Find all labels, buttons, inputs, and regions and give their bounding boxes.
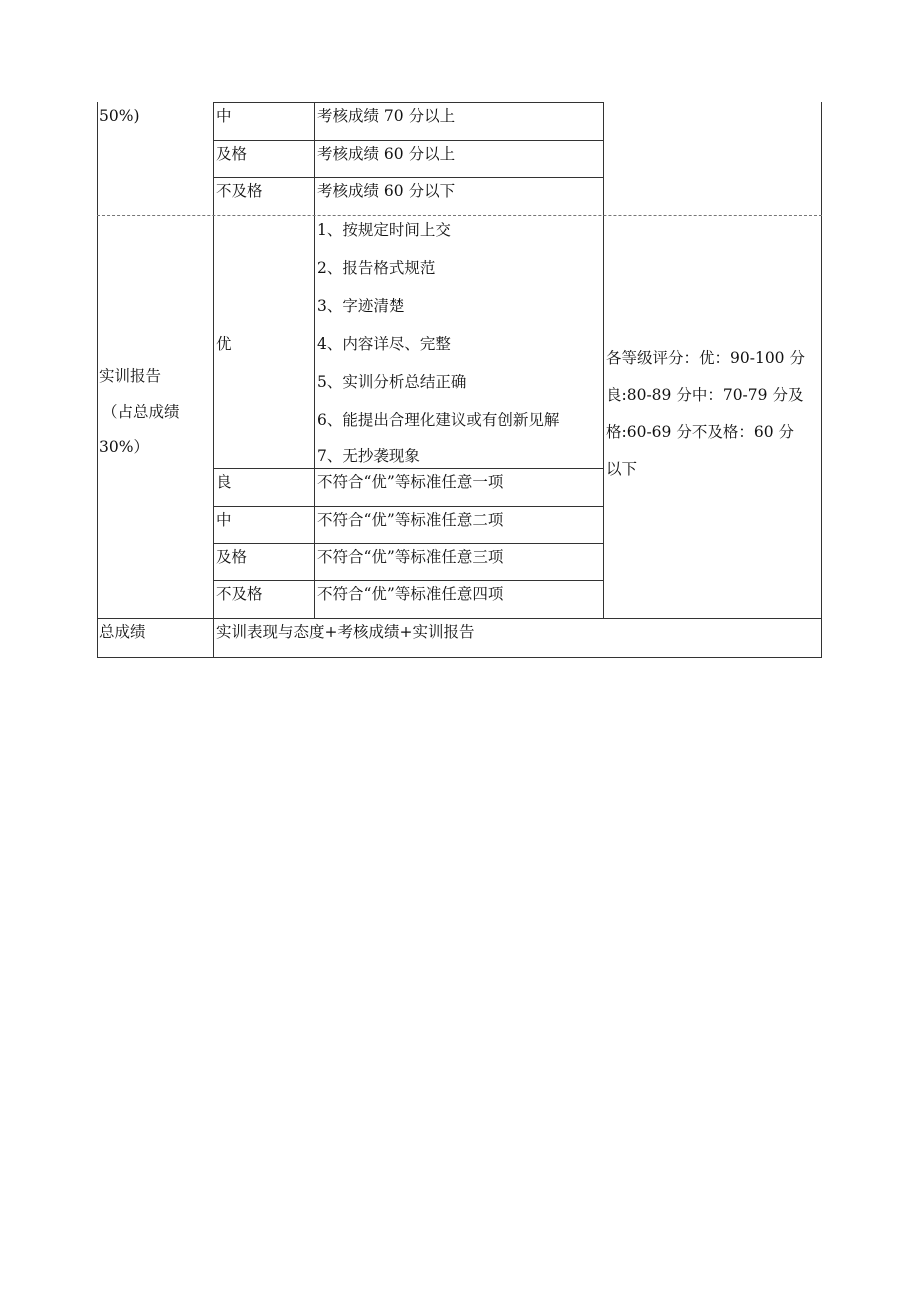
section-divider <box>97 215 822 216</box>
report-section-title: 实训报告 <box>99 367 162 385</box>
excellent-criterion: 7、无抄袭现象 <box>317 447 420 465</box>
grade-label: 良 <box>216 473 232 491</box>
grade-label: 及格 <box>216 548 248 566</box>
table-border-right <box>821 102 822 658</box>
grade-criteria: 考核成绩 70 分以上 <box>317 107 456 125</box>
grade-criteria: 不符合“优”等标准任意四项 <box>317 585 504 603</box>
excellent-criterion: 6、能提出合理化建议或有创新见解 <box>317 411 560 429</box>
assessment-weight-tail: 50%) <box>99 107 140 125</box>
table-border-bottom <box>97 657 822 658</box>
grade-criteria: 不符合“优”等标准任意二项 <box>317 511 504 529</box>
grade-label: 中 <box>216 107 232 125</box>
excellent-criterion: 1、按规定时间上交 <box>317 221 451 239</box>
grade-label: 中 <box>216 511 232 529</box>
row-border <box>213 102 604 103</box>
grade-criteria: 不符合“优”等标准任意一项 <box>317 473 504 491</box>
scoring-note-line: 以下 <box>606 460 638 478</box>
grade-label-excellent: 优 <box>216 335 232 353</box>
grade-label: 及格 <box>216 145 248 163</box>
row-border <box>213 468 604 469</box>
row-border <box>213 177 604 178</box>
note-column-border <box>603 102 604 618</box>
report-section-weight: （占总成绩 <box>102 403 180 421</box>
excellent-criterion: 4、内容详尽、完整 <box>317 335 451 353</box>
excellent-criterion: 2、报告格式规范 <box>317 259 436 277</box>
excellent-criterion: 5、实训分析总结正确 <box>317 373 467 391</box>
row-border <box>213 580 604 581</box>
total-label: 总成绩 <box>99 623 146 641</box>
row-border <box>97 618 822 619</box>
grade-column-border <box>213 102 214 658</box>
scoring-note-line: 良:80-89 分中：70-79 分及 <box>606 386 804 404</box>
grade-criteria: 考核成绩 60 分以下 <box>317 182 456 200</box>
criteria-column-border <box>314 102 315 618</box>
row-border <box>213 506 604 507</box>
grade-label: 不及格 <box>216 585 263 603</box>
row-border <box>213 543 604 544</box>
scoring-note-line: 格:60-69 分不及格：60 分 <box>606 423 794 441</box>
table-border-left <box>97 102 98 658</box>
report-section-weight-tail: 30%） <box>99 438 149 456</box>
grade-criteria: 考核成绩 60 分以上 <box>317 145 456 163</box>
grade-label: 不及格 <box>216 182 263 200</box>
scoring-note-line: 各等级评分：优：90-100 分 <box>606 349 805 367</box>
grade-criteria: 不符合“优”等标准任意三项 <box>317 548 504 566</box>
row-border <box>213 140 604 141</box>
excellent-criterion: 3、字迹清楚 <box>317 297 405 315</box>
total-formula: 实训表现与态度+考核成绩+实训报告 <box>216 623 475 641</box>
